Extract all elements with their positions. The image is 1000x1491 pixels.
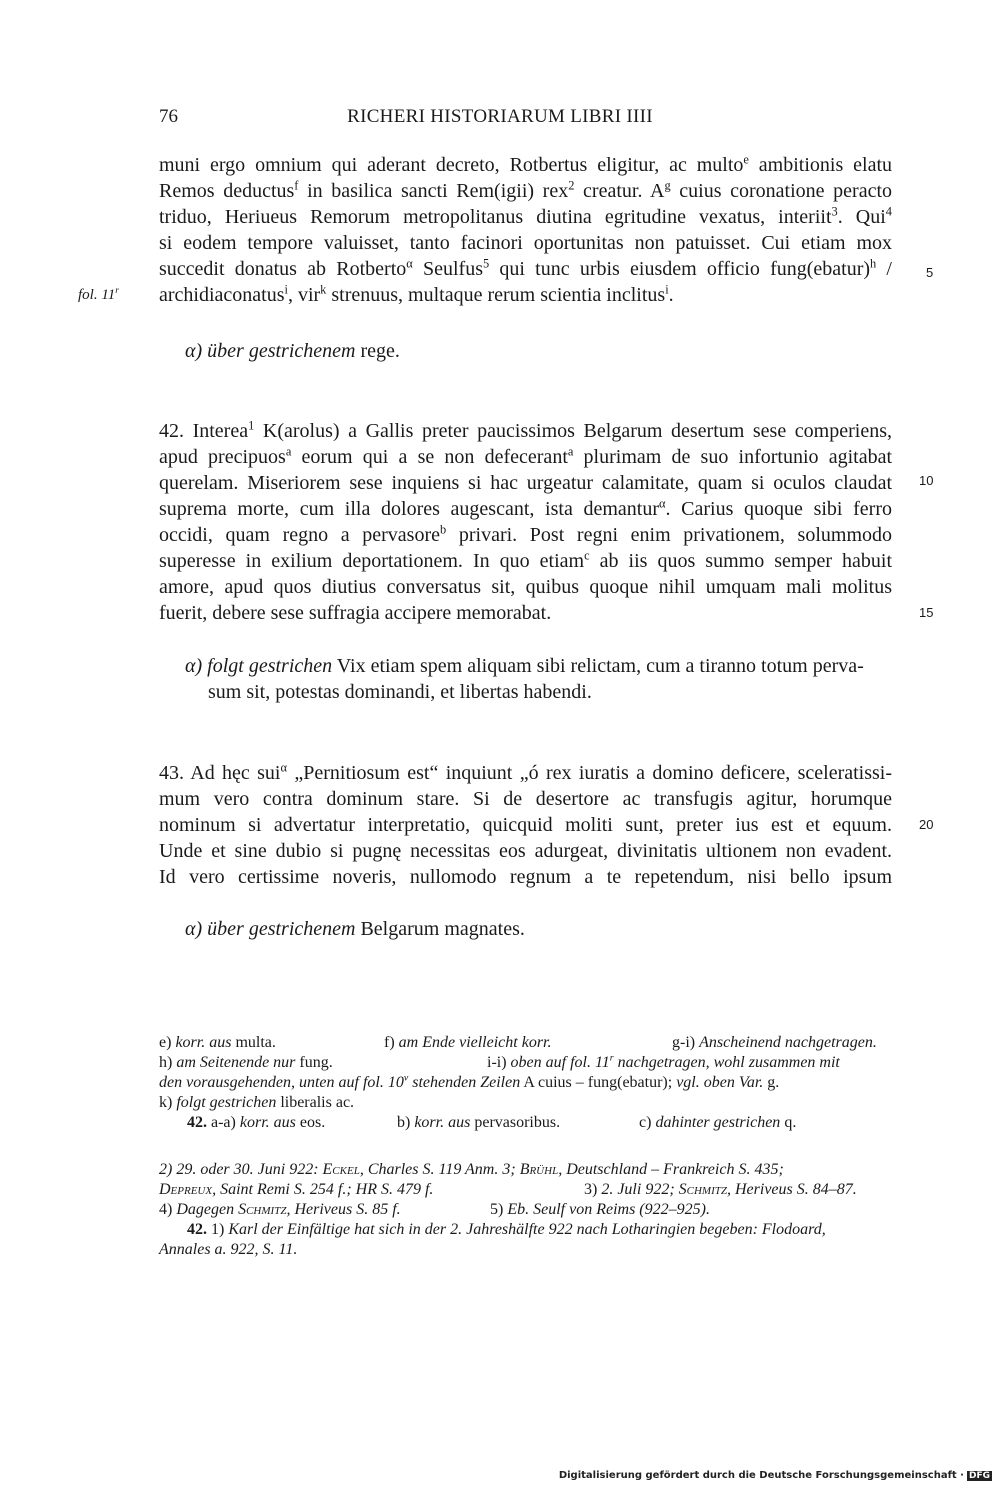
line-number-20: 20 [919,817,934,832]
line-number-5: 5 [926,265,934,280]
dfg-logo: DFG [968,1470,990,1481]
critical-note-alpha-1: α) über gestrichenem rege. [185,340,400,362]
critical-note-alpha-2: α) folgt gestrichen Vix etiam spem aliquam sibi relictam, cum a tiranno totum perva- sum sit, potestas dominandi, et libertas habendi. [185,655,864,703]
funding-credit-text: Digitalisierung gefördert durch die Deutsche Forschungsgemeinschaft · [558,1470,964,1481]
chapter-42: 42. Interea$^1$ K(arolus) a Gallis preter paucissimos Belgarum desertum sese comperiens, apud precipuos$^a$ eorum qui a se non defecerant$^a$ plurimam de suo infortunio agitabat querelam. Miseriorem sese inquiens si hac urgeatur calamitate, quam si oculos claudat suprema morte, cum illa dolores augescant, ista demantur$^\alpha$. Carius quoque sibi ferro occidi, quam regno a pervasore$^b$ privari. Post regni enim privationem, solummodo superesse in exilium deportationem. In quo etiam$^c$ ab iis quos summo semper habuit amore, apud quos diutius conversatus sit, quibus quoque nihil umquam mali molitus fuerit, debere sese suffragia accipere memorabat. [159,418,893,624]
textual-apparatus: e) korr. aus multa. f) am Ende vielleicht korr. g-i) Anscheinend nachgetragen. h) am Seitenende nur fung. i-i) oben auf fol. 11$^r$ nachgetragen, wohl zusammen mit den vorausgehenden, unten auf fol. 10$^v$ stehenden Zeilen A cuius – fung(ebatur); vgl. oben Var. g. k) folgt gestrichen liberalis ac. 42. a-a) korr. aus eos. b) korr. aus pervasoribus. c) dahinter gestrichen q. [159,1034,877,1131]
running-title: RICHERI HISTORIARUM LIBRI IIII [347,106,653,127]
line-number-10: 10 [919,473,934,488]
page-number: 76 [159,106,178,127]
historical-notes: 2) 29. oder 30. Juni 922: Eckel, Charles S. 119 Anm. 3; Brühl, Deutschland – Frankreich S. 435; Depreux, Saint Remi S. 254 f.; HR S. 479 f. 3) 2. Juli 922; Schmitz, Heriveus S. 84–87. 4) Dagegen Schmitz, Heriveus S. 85 f. 5) Eb. Seulf von Reims (922–925). 42. 1) Karl der Einfältige hat sich in der 2. Jahreshälfte 922 nach Lotharingien begeben: Flodoard, Annales a. 922, S. 11. [159,1161,857,1258]
chapter-43: 43. Ad hęc sui$^\alpha$ „Pernitiosum est“ inquiunt „ó rex iuratis a domino deficere, sceleratissi- mum vero contra dominum stare. Si de desertore ac transfugis agitur, horumque nominum si advertatur interpretatio, quicquid moliti sunt, preter ius est et equum. Unde et sine dubio si pugnę necessitas eos adurgeat, divinitatis ultionem non evadent. Id vero certissime noveris, nullomodo regnum a te repetendum, nisi bello ipsum [159,760,893,888]
critical-note-alpha-3: α) über gestrichenem Belgarum magnates. [185,918,525,940]
folio-margin-note: fol. 11$^r$ [78,286,119,303]
funding-credit [559,1470,992,1481]
paragraph-41-continuation: muni ergo omnium qui aderant decreto, Rotbertus eligitur, ac multo$^e$ ambitionis elatu Remos deductus$^f$ in basilica sancti Rem(igii) rex$^2$ creatur. $A^g$ cuius coronatione peracto triduo, Herіueus Remorum metropolitanus diutina egritudine vexatus, interiit$^3$. Qui$^4$ si eodem tempore valuisset, tanto facinori oportunitas non patuisset. Cui etiam mox succedit donatus ab Rotberto$^\alpha$ Seulfus$^5$ qui tunc urbis eiusdem officio fung(ebatur)$^h$ / archidiaconatus$^i$, vir$^k$ strenuus, multaque rerum scientia inclitus$^i$. [159,152,893,306]
line-number-15: 15 [919,605,934,620]
